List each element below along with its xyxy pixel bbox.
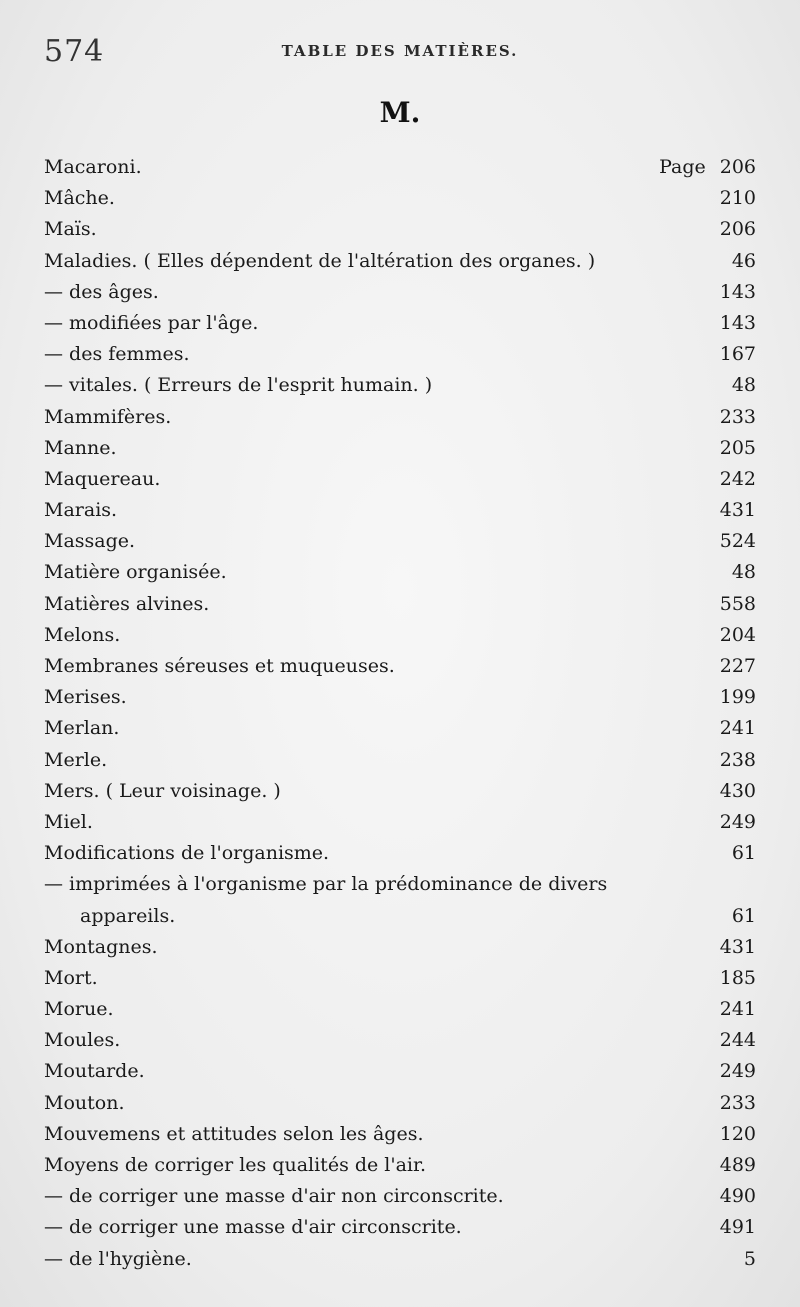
index-entry	[44, 557, 760, 588]
index-entry	[44, 620, 760, 651]
index-entry	[44, 713, 760, 744]
index-entry	[44, 402, 760, 433]
entry-page: 206	[719, 156, 756, 178]
index-entry	[44, 901, 760, 932]
entry-page: 233	[719, 405, 756, 428]
index-entry	[44, 183, 760, 214]
index-entry	[44, 682, 760, 713]
entry-page: 558	[719, 592, 756, 615]
entry-label: Mâche.	[44, 187, 115, 210]
entry-label: Marais.	[44, 499, 118, 522]
index-entry	[44, 838, 760, 869]
index-entry	[44, 433, 760, 464]
entry-page: 48	[731, 374, 756, 397]
entry-label: Matière organisée.	[44, 561, 227, 584]
entry-label: — de l'hygiène.	[44, 1247, 192, 1270]
page-number: 574	[44, 34, 105, 69]
entry-page: 491	[719, 1216, 756, 1239]
entry-page: 185	[719, 966, 756, 989]
entry-label: Matières alvines.	[44, 592, 210, 615]
entry-page: 46	[731, 249, 756, 272]
entry-label: Maladies. ( Elles dépendent de l'altération des organes. )	[44, 249, 596, 272]
index-entry	[44, 495, 760, 526]
index-entry	[44, 152, 760, 183]
entry-page: 490	[719, 1185, 756, 1208]
index-entry	[44, 651, 760, 682]
index-entry	[44, 869, 760, 900]
entry-label: — imprimées à l'organisme par la prédominance de divers	[44, 873, 608, 896]
entry-page: 204	[719, 623, 756, 646]
entry-page: 143	[719, 311, 756, 334]
entry-label: Morue.	[44, 998, 114, 1021]
index-entry	[44, 214, 760, 245]
index-entry	[44, 745, 760, 776]
entry-label: Mort.	[44, 966, 98, 989]
index-entry	[44, 339, 760, 370]
entry-page: 233	[719, 1091, 756, 1114]
entry-label: — de corriger une masse d'air non circonscrite.	[44, 1185, 504, 1208]
entry-label: Maquereau.	[44, 467, 161, 490]
index-entry	[44, 1119, 760, 1150]
entry-label: Manne.	[44, 436, 117, 459]
entry-label: Moutarde.	[44, 1060, 145, 1083]
entry-label: Merises.	[44, 686, 127, 709]
entry-page: 5	[743, 1247, 756, 1270]
entry-page: 143	[719, 280, 756, 303]
page-word: Page	[659, 156, 706, 178]
index-entry	[44, 963, 760, 994]
entry-label: Maïs.	[44, 218, 97, 241]
entry-label: Mouvemens et attitudes selon les âges.	[44, 1122, 424, 1145]
entry-page: 524	[719, 530, 756, 553]
entry-label: Montagnes.	[44, 935, 158, 958]
entry-page: 199	[719, 686, 756, 709]
entry-page: 430	[719, 779, 756, 802]
entry-label: appareils.	[80, 904, 176, 927]
index-entry	[44, 370, 760, 401]
entry-label: Moyens de corriger les qualités de l'air.	[44, 1154, 427, 1176]
entry-page: 244	[719, 1029, 756, 1052]
entry-label: Massage.	[44, 530, 136, 553]
entry-page: 205	[719, 436, 756, 459]
entry-page: 61	[731, 842, 756, 865]
entry-label: Macaroni.	[44, 156, 142, 178]
entry-label: — vitales. ( Erreurs de l'esprit humain. )	[44, 374, 433, 397]
entry-label: Melons.	[44, 623, 121, 646]
entry-label: — de corriger une masse d'air circonscrite.	[44, 1216, 462, 1239]
section-letter: M.	[379, 96, 421, 129]
index-entry	[44, 932, 760, 963]
index-entry	[44, 1150, 760, 1181]
index-entry	[44, 1244, 760, 1275]
entry-label: — des âges.	[44, 280, 159, 303]
entry-label: Merle.	[44, 748, 108, 771]
entry-label: Membranes séreuses et muqueuses.	[44, 655, 395, 677]
entry-page: 249	[719, 1060, 756, 1083]
index-entry	[44, 776, 760, 807]
entry-label: Moules.	[44, 1029, 121, 1052]
entry-label: — modifiées par l'âge.	[44, 311, 259, 334]
index-entry	[44, 308, 760, 339]
entry-page: 48	[731, 561, 756, 584]
entry-label: Mammifères.	[44, 405, 172, 428]
index-entry	[44, 246, 760, 277]
index-entry	[44, 807, 760, 838]
index-entry	[44, 464, 760, 495]
entry-page: 210	[719, 187, 756, 210]
entry-page: 249	[719, 810, 756, 833]
entry-page: 242	[719, 467, 756, 490]
entry-page: 227	[719, 655, 756, 677]
index-entry	[44, 1212, 760, 1243]
entry-page: 206	[719, 218, 756, 241]
entry-page: 431	[719, 935, 756, 958]
index-entry	[44, 994, 760, 1025]
entry-label: Mouton.	[44, 1091, 125, 1114]
entry-page: 241	[719, 998, 756, 1021]
entry-page: 238	[719, 748, 756, 771]
index-entry	[44, 1056, 760, 1087]
entry-label: Mers. ( Leur voisinage. )	[44, 779, 281, 802]
index-entry	[44, 589, 760, 620]
index-entry	[44, 277, 760, 308]
index-entry	[44, 526, 760, 557]
entry-label: Merlan.	[44, 717, 120, 740]
index-entry	[44, 1088, 760, 1119]
entry-label: Modifications de l'organisme.	[44, 842, 330, 865]
entry-page: 241	[719, 717, 756, 740]
index-entry	[44, 1025, 760, 1056]
index-entry	[44, 1181, 760, 1212]
entry-label: — des femmes.	[44, 343, 190, 366]
index-entries	[44, 152, 760, 1275]
entry-page: 431	[719, 499, 756, 522]
page-header	[0, 30, 800, 74]
entry-page: 489	[719, 1154, 756, 1176]
entry-page: 120	[719, 1122, 756, 1145]
running-title: TABLE DES MATIÈRES.	[281, 42, 519, 60]
entry-page: 61	[731, 904, 756, 927]
entry-label: Miel.	[44, 810, 93, 833]
entry-page: 167	[719, 343, 756, 366]
